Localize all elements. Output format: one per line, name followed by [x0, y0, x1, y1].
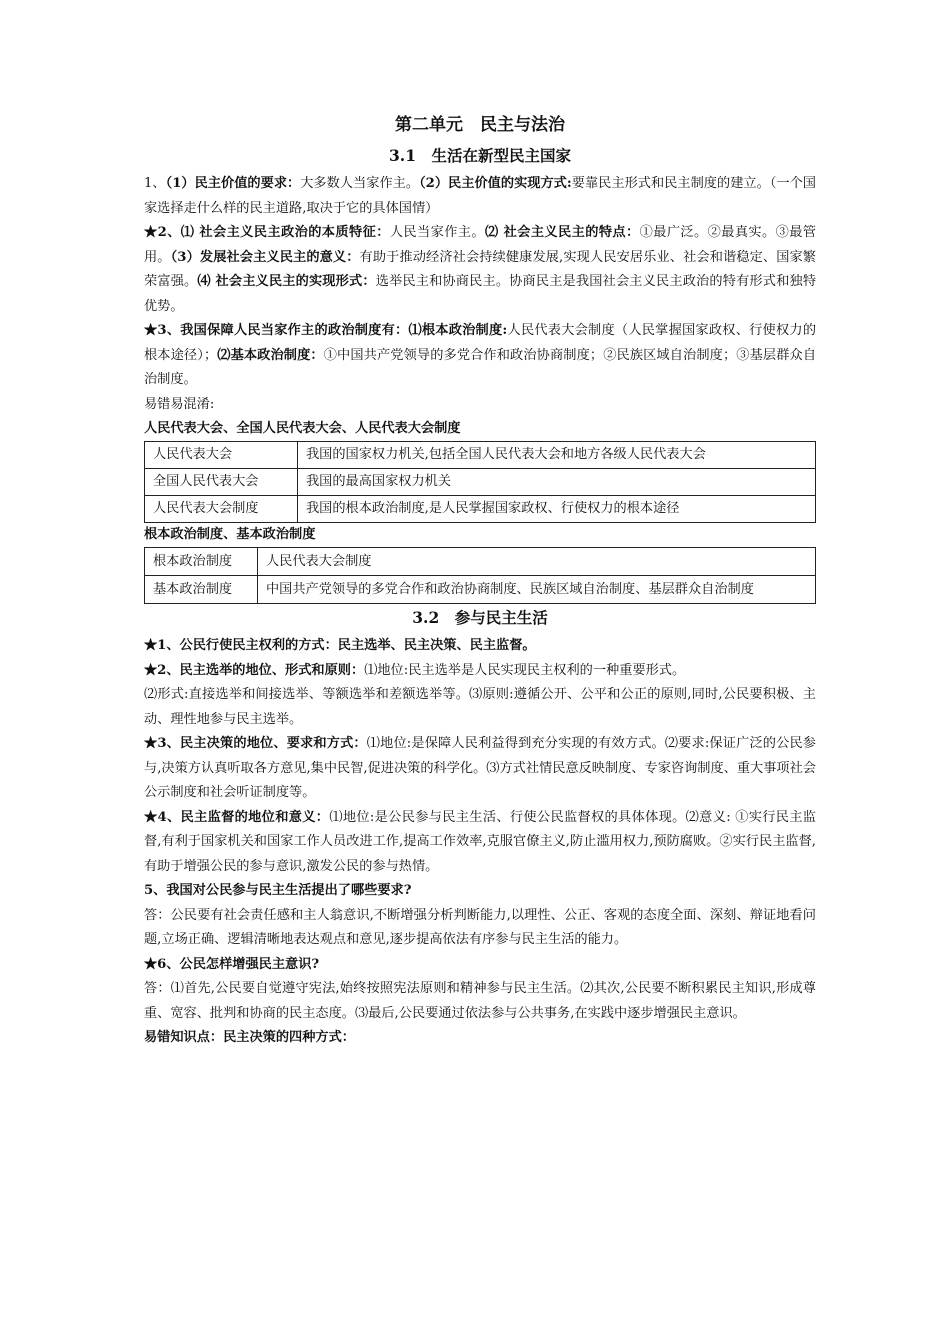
point-2-bold-1: ⑴ 社会主义民主政治的本质特征：: [180, 225, 390, 240]
point-1-text-2: 要靠民主形式和民主制度的建立。（一个国家选择走什么样的民主道路,取决于它的具体国情）: [144, 176, 816, 216]
point-2-bold-3: （3）发展社会主义民主的意义：: [170, 249, 360, 265]
table-row: [145, 469, 816, 496]
table-cell: 我国的国家权力机关,包括全国人民代表大会和地方各级人民代表大会: [298, 442, 816, 469]
participation-point-2-cont: ⑵形式:直接选举和间接选举、等额选举和差额选举等。⑶原则:遵循公开、公平和公正的原则,同时,公民要积极、主动、理性地参与民主选举。: [144, 687, 816, 727]
point-3: [144, 319, 816, 393]
answer-5: 答：公民要有社会责任感和主人翁意识,不断增强分析判断能力,以理性、公正、客观的态度全面、深刻、辩证地看问题,立场正确、逻辑清晰地表达观点和意见,逐步提高依法有序参与民主生活的能力。: [144, 907, 816, 947]
point-1-number: 1、: [144, 176, 166, 191]
point-2-text-2: ①最广泛。②最真实。③最管用。: [144, 225, 817, 265]
table-row: [145, 442, 816, 469]
answer-6: 答：⑴首先,公民要自觉遵守宪法,始终按照宪法原则和精神参与民主生活。⑵其次,公民要不断积累民主知识,形成尊重、宽容、批判和协商的民主态度。⑶最后,公民要通过依法参与公共事务,在实践中逐步增强民主意识。: [144, 981, 816, 1021]
table-cell: 全国人民代表大会: [145, 469, 298, 496]
table-cell: 人民代表大会: [145, 442, 298, 469]
point-3-bold-2: ⑵基本政治制度：: [217, 347, 324, 363]
point-3-text-1: 人民代表大会制度（人民掌握国家政权、行使权力的根本途径）；: [144, 323, 817, 363]
participation-point-3-bold: ★3、民主决策的地位、要求和方式：: [144, 736, 367, 751]
point-2: [144, 221, 816, 319]
unit-title: 第二单元 民主与法治: [395, 115, 565, 135]
participation-point-3: [144, 732, 816, 806]
point-1-bold-2: （2）民主价值的实现方式:: [419, 176, 572, 191]
participation-point-1: ★1、公民行使民主权利的方式：民主选举、民主决策、民主监督。: [144, 638, 536, 653]
section-3-1-title: 3.1 生活在新型民主国家: [389, 146, 571, 165]
participation-point-2-bold: ★2、民主选举的地位、形式和原则：: [144, 662, 365, 678]
participation-point-3-text: ⑴地位:是保障人民利益得到充分实现的有效方式。⑵要求:保证广泛的公民参与,决策方认真听取各方意见,集中民智,促进决策的科学化。⑶方式社情民意反映制度、专家咨询制度、重大事项社会公示制度和社会听证制度等。: [144, 736, 816, 800]
participation-point-4: [144, 806, 816, 880]
table-cell: 人民代表大会制度: [145, 496, 298, 523]
point-2-text-1: 人民当家作主。: [389, 225, 486, 240]
table-cell: 根本政治制度: [145, 548, 258, 576]
table-cell: 基本政治制度: [145, 576, 258, 604]
table-cell: 我国的根本政治制度,是人民掌握国家政权、行使权力的根本途径: [298, 496, 816, 523]
point-3-text-2: ①中国共产党领导的多党合作和政治协商制度；②民族区域自治制度；③基层群众自治制度。: [144, 347, 817, 387]
point-2-number: ★2、: [144, 225, 181, 240]
table-row: [145, 548, 816, 576]
table-1-title: 人民代表大会、全国人民代表大会、人民代表大会制度: [144, 421, 461, 436]
point-2-text-4: 选举民主和协商民主。协商民主是我国社会主义民主政治的特有形式和独特优势。: [144, 274, 817, 314]
point-2-bold-4: ⑷ 社会主义民主的实现形式：: [197, 274, 376, 289]
table-1: [144, 441, 816, 523]
participation-point-2-text-1: ⑴地位:民主选举是人民实现民主权利的一种重要形式。: [364, 662, 686, 678]
error-prone-point-label: 易错知识点：民主决策的四种方式：: [144, 1030, 355, 1045]
section-3-2-title: 3.2 参与民主生活: [412, 608, 548, 627]
participation-point-4-bold: ★4、民主监督的地位和意义：: [144, 809, 330, 825]
table-cell: 中国共产党领导的多党合作和政治协商制度、民族区域自治制度、基层群众自治制度: [258, 576, 816, 604]
table-row: [145, 496, 816, 523]
point-1-bold-1: （1）民主价值的要求：: [165, 176, 301, 191]
point-3-bold-1: ★3、我国保障人民当家作主的政治制度有：⑴根本政治制度:: [144, 323, 508, 338]
point-2-bold-2: ⑵ 社会主义民主的特点：: [485, 225, 640, 240]
table-cell: 我国的最高国家权力机关: [298, 469, 816, 496]
table-2: [144, 547, 816, 604]
point-2-text-3: 有助于推动经济社会持续健康发展,实现人民安居乐业、社会和谐稳定、国家繁荣富强。: [144, 249, 816, 289]
point-1-text-1: 大多数人当家作主。: [300, 176, 420, 191]
confusion-label: 易错易混淆:: [144, 396, 215, 412]
question-5: 5、我国对公民参与民主生活提出了哪些要求?: [144, 883, 412, 898]
question-6: ★6、公民怎样增强民主意识?: [144, 956, 320, 972]
participation-point-4-text: ⑴地位:是公民参与民主生活、行使公民监督权的具体体现。⑵意义: ①实行民主监督,有利于国家机关和国家工作人员改进工作,提高工作效率,克服官僚主义,防止滥用权力,预防腐败。②实行民主监督,有助于增强公民的参与意识,激发公民的参与热情。: [144, 809, 816, 874]
point-1: [144, 172, 816, 221]
table-cell: 人民代表大会制度: [258, 548, 816, 576]
table-row: [145, 576, 816, 604]
participation-point-2: [144, 659, 816, 684]
table-2-title: 根本政治制度、基本政治制度: [144, 527, 316, 542]
document-page: [144, 112, 816, 1051]
